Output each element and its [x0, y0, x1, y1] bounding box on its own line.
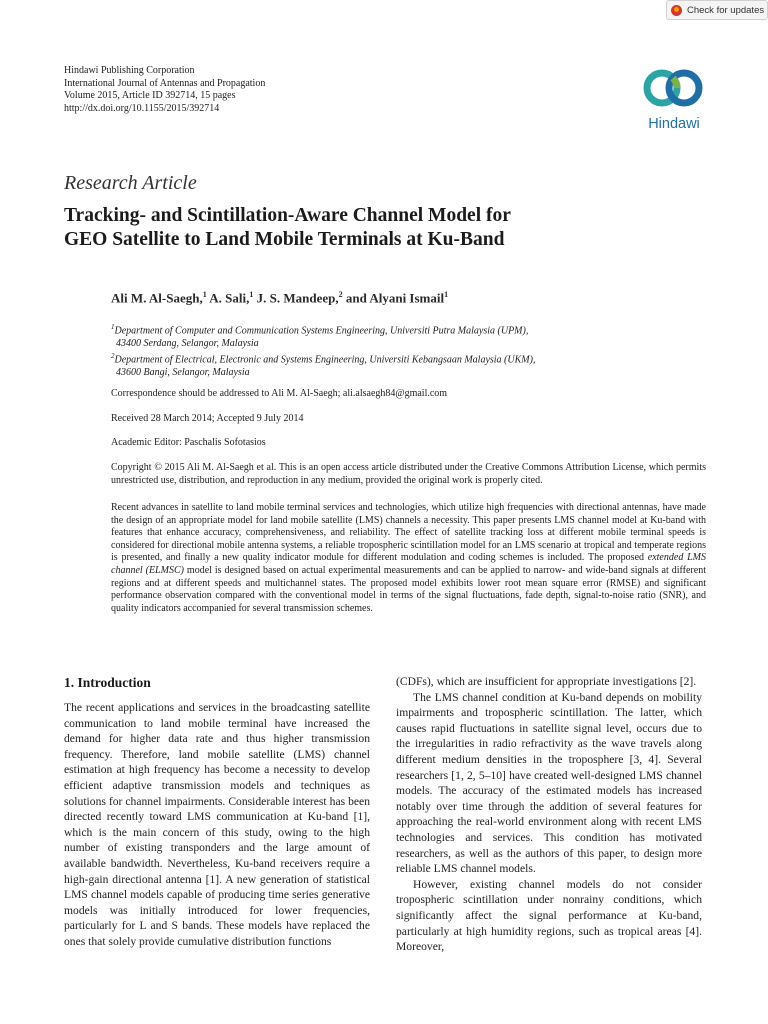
check-for-updates-label: Check for updates [687, 4, 765, 16]
section-heading: 1. Introduction [64, 675, 151, 690]
abstract-text: Recent advances in satellite to land mobile terminal services and technologies, which utilize high frequencies with directional antennas, have made the design of an appropriate model for land mobile satellite (LMS) channels a necessity. This paper presents LMS channel model at Ku-band with features that enhance accuracy, comprehensiveness, and reliability. The effect of satellite tracking loss at different mobile terminal speeds is considered for directional mobile antenna systems, a reliable tropospheric scintillation model for an LMS scenario at tropical and temperate regions is presented, and finally a new quality indicator module for different modulation and coding schemes is included. The proposed [111, 502, 706, 564]
paragraph: However, existing channel models do not consider tropospheric scintillation under nonrainy conditions, which significantly affect the signal performance at Ku-band, particularly at high humidity regions, such as tropical areas [4]. Moreover, [396, 877, 702, 954]
publisher: Hindawi Publishing Corporation [64, 65, 195, 76]
dates: Received 28 March 2014; Accepted 9 July 2014 [111, 413, 304, 424]
affiliation-1-line-2: 43400 Serdang, Selangor, Malaysia [116, 337, 259, 349]
article-type: Research Article [64, 172, 197, 194]
abstract [111, 502, 706, 615]
abstract-text: model is designed based on actual experimental measurements and can be applied to narrow- and wide-band signals at different regions and at different speeds and multichannel states. The proposed model exhibits lower root mean square error (RMSE) and significant performance observation compared with the conventional model in terms of the signal fluctuations, fade depth, signal-to-noise ratio (SNR), and quality indicators accompanied for several transmission schemes. [111, 564, 706, 614]
author-affiliation-mark: 1 [444, 290, 449, 299]
check-for-updates-button[interactable] [666, 0, 768, 20]
author-name: Ali M. Al-Saegh, [111, 290, 203, 306]
title-line-2: GEO Satellite to Land Mobile Terminals at Ku-Band [64, 229, 505, 250]
article-title [64, 204, 684, 252]
left-column [64, 700, 370, 950]
author-name: J. S. Mandeep, [253, 290, 339, 306]
affiliation-mark: 1 [111, 323, 115, 331]
author-list [111, 290, 448, 306]
affiliation-2-line-1: $^2$Department of Electrical, Electronic and Systems Engineering, Universiti Kebangsaan Malaysia (UKM), [111, 352, 536, 366]
hindawi-wordmark: Hindawi [648, 116, 700, 132]
journal-name: International Journal of Antennas and Propagation [64, 77, 266, 89]
hindawi-logo [634, 66, 714, 136]
paragraph: (CDFs), which are insufficient for appropriate investigations [2]. [396, 675, 697, 688]
crossmark-icon [671, 5, 682, 16]
author-name: A. Sali, [206, 290, 250, 306]
academic-editor: Academic Editor: Paschalis Sofotasios [111, 437, 266, 448]
affiliation-1-line-1: $^1$Department of Computer and Communication Systems Engineering, Universiti Putra Malaysia (UPM), [111, 323, 529, 337]
paragraph: The recent applications and services in the broadcasting satellite communication to land mobile terminal have increased the demand for higher data rate and thus higher transmission frequency. Therefore, land mobile satellite (LMS) channel estimation at high frequency has become a necessity to develop efficient adaptive transmission models and techniques as solutions for channel impairments. Considerable interest has been directed recently toward LMS communication at Ku-band [1], which is the main concern of this study, owing to the high number of existing transponders and the large amount of available bandwidth. Nevertheless, Ku-band receivers require a high-gain directional antenna [1]. A new generation of statistical LMS channel models capable of producing time series generative models was initially introduced for lower frequencies, particularly for L and S bands. These models have replaced the ones that solely provide cumulative distribution functions [64, 701, 370, 948]
author-affiliation-mark: 1 [249, 290, 254, 299]
correspondence: Correspondence should be addressed to Ali M. Al-Saegh; ali.alsaegh84@gmail.com [111, 388, 448, 399]
abstract-emphasis: extended LMS channel (ELMSC) [111, 552, 706, 576]
masthead [64, 65, 265, 115]
volume-info: Volume 2015, Article ID 392714, 15 pages [64, 90, 236, 101]
doi-link[interactable]: http://dx.doi.org/10.1155/2015/392714 [64, 102, 220, 114]
author-affiliation-mark: 2 [338, 290, 343, 299]
author-name: and Alyani Ismail [342, 290, 445, 306]
affiliation-2-line-2: 43600 Bangi, Selangor, Malaysia [116, 367, 250, 379]
right-column [396, 674, 702, 955]
affiliations [111, 321, 671, 380]
paragraph: The LMS channel condition at Ku-band depends on mobility impairments and tropospheric scintillation. The latter, which causes rapid fluctuations in satellite signal level, occurs due to the irregularities in radio refractivity as the wave travels along different medium densities in the troposphere [3, 4]. Several researchers [1, 2, 5–10] have created well-designed LMS channel models. The accuracy of the estimated models has increased notably over time through the addition of several features for approaching the real-world environment along with recent LMS technologies and services. This condition has motivated researchers, as well as the authors of this paper, to design more reliable LMS channel models. [396, 690, 702, 876]
hindawi-logo-icon [640, 66, 706, 110]
author-affiliation-mark: 1 [202, 290, 207, 299]
title-line-1: Tracking- and Scintillation-Aware Channel Model for [64, 205, 511, 226]
copyright-notice: Copyright © 2015 Ali M. Al-Saegh et al. This is an open access article distributed under the Creative Commons Attribution License, which permits unrestricted use, distribution, and reproduction in any medium, provided the original work is properly cited. [111, 462, 706, 486]
affiliation-mark: 2 [111, 352, 115, 361]
